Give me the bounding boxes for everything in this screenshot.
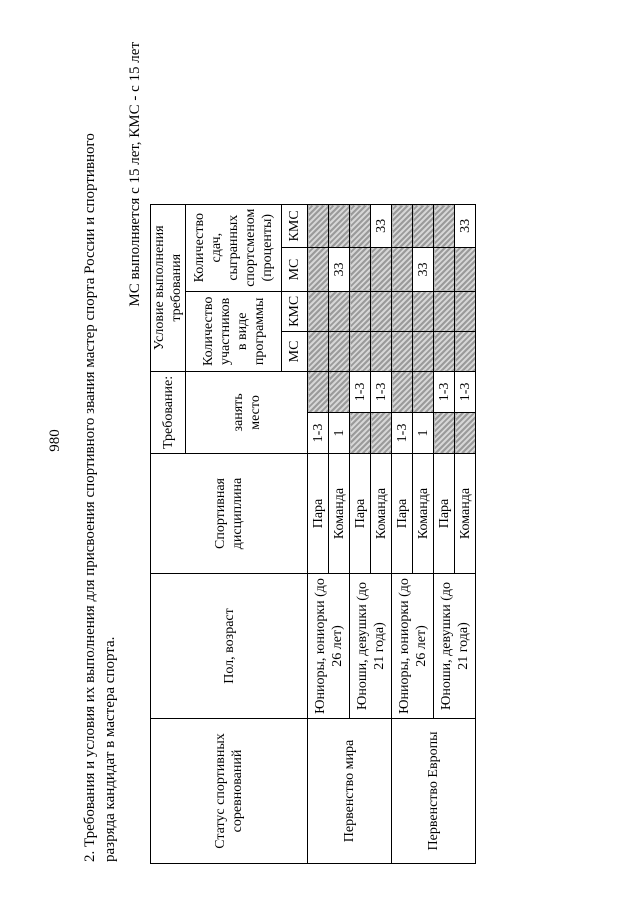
place-ms-cell: 1 <box>329 412 350 453</box>
discipline-cell: Пара <box>392 454 413 574</box>
place-ms-cell <box>371 412 392 453</box>
place-kms-cell <box>329 371 350 412</box>
games-kms-cell <box>350 204 371 248</box>
header-participants: Количество участников в виде программы <box>186 291 282 371</box>
header-requirement: Требование: <box>151 371 186 453</box>
participants-kms-cell <box>434 291 455 331</box>
header-discipline: Спортивная дисциплина <box>151 454 308 574</box>
place-kms-cell: 1-3 <box>455 371 476 412</box>
header-games-pct: Количество сдач, сыгранных спортсменом (проценты) <box>186 204 282 291</box>
games-kms-cell: 33 <box>371 204 392 248</box>
page-number: 980 <box>46 429 63 452</box>
discipline-cell: Команда <box>371 454 392 574</box>
place-kms-cell <box>392 371 413 412</box>
participants-kms-cell <box>329 291 350 331</box>
games-ms-cell <box>434 248 455 292</box>
status-cell: Первенство Европы <box>392 719 476 864</box>
place-kms-cell <box>413 371 434 412</box>
games-ms-cell <box>308 248 329 292</box>
discipline-cell: Пара <box>434 454 455 574</box>
games-ms-cell: 33 <box>329 248 350 292</box>
participants-ms-cell <box>329 331 350 371</box>
games-ms-cell <box>371 248 392 292</box>
place-kms-cell <box>308 371 329 412</box>
age-cell: Юниоры, юниорки (до 26 лет) <box>308 574 350 719</box>
participants-kms-cell <box>392 291 413 331</box>
participants-ms-cell <box>413 331 434 371</box>
status-cell: Первенство мира <box>308 719 392 864</box>
header-condition: Условие выполнения требования <box>151 204 186 371</box>
place-kms-cell: 1-3 <box>371 371 392 412</box>
header-status: Статус спортивных соревнований <box>151 719 308 864</box>
requirements-table <box>150 204 476 864</box>
place-ms-cell: 1-3 <box>392 412 413 453</box>
participants-kms-cell <box>413 291 434 331</box>
discipline-cell: Пара <box>350 454 371 574</box>
place-ms-cell <box>434 412 455 453</box>
place-ms-cell: 1 <box>413 412 434 453</box>
place-ms-cell <box>350 412 371 453</box>
rotated-page-content <box>20 32 620 872</box>
header-participants-kms: КМС <box>282 291 308 331</box>
games-kms-cell: 33 <box>455 204 476 248</box>
discipline-cell: Пара <box>308 454 329 574</box>
header-place: занять место <box>186 371 308 453</box>
header-games-ms: МС <box>282 248 308 292</box>
games-kms-cell <box>392 204 413 248</box>
age-cell: Юноши, девушки (до 21 года) <box>434 574 476 719</box>
participants-ms-cell <box>308 331 329 371</box>
age-note: МС выполняется с 15 лет, КМС - с 15 лет <box>127 42 143 307</box>
place-ms-cell <box>455 412 476 453</box>
games-ms-cell <box>392 248 413 292</box>
header-games-kms: КМС <box>282 204 308 248</box>
games-kms-cell <box>329 204 350 248</box>
games-kms-cell <box>434 204 455 248</box>
games-kms-cell <box>308 204 329 248</box>
place-kms-cell: 1-3 <box>350 371 371 412</box>
participants-kms-cell <box>455 291 476 331</box>
discipline-cell: Команда <box>329 454 350 574</box>
participants-kms-cell <box>308 291 329 331</box>
games-kms-cell <box>413 204 434 248</box>
header-gender-age: Пол, возраст <box>151 574 308 719</box>
place-kms-cell: 1-3 <box>434 371 455 412</box>
participants-ms-cell <box>434 331 455 371</box>
header-participants-ms: МС <box>282 331 308 371</box>
place-ms-cell: 1-3 <box>308 412 329 453</box>
discipline-cell: Команда <box>413 454 434 574</box>
games-ms-cell <box>455 248 476 292</box>
participants-ms-cell <box>350 331 371 371</box>
participants-ms-cell <box>371 331 392 371</box>
section-heading: 2. Требования и условия их выполнения для присвоения спортивного звания мастер спорта России и спортивного разряда кандидат в мастера спорта. <box>82 133 118 862</box>
age-cell: Юниоры, юниорки (до 26 лет) <box>392 574 434 719</box>
games-ms-cell: 33 <box>413 248 434 292</box>
age-cell: Юноши, девушки (до 21 года) <box>350 574 392 719</box>
games-ms-cell <box>350 248 371 292</box>
participants-kms-cell <box>371 291 392 331</box>
discipline-cell: Команда <box>455 454 476 574</box>
participants-ms-cell <box>392 331 413 371</box>
participants-kms-cell <box>350 291 371 331</box>
participants-ms-cell <box>455 331 476 371</box>
